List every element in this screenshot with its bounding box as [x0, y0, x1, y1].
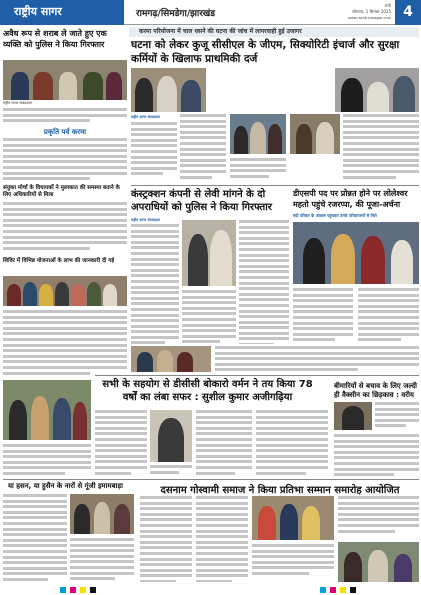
mid-caption: मंदी परिवार के आवास पहुंचकर उनके परिवारजनों से मिले — [293, 213, 377, 218]
city-name: रांची — [384, 3, 391, 8]
left-article-text-2 — [3, 138, 127, 182]
rule-horizontal-3 — [3, 479, 419, 480]
article-text-col-3 — [230, 158, 286, 182]
bottom-photo-mid — [252, 496, 334, 540]
right-photo-large — [293, 222, 419, 284]
main-headline: घटना को लेकर कुजू सीसीएल के जीएम, सिक्योरिटी इंचार्ज और सुरक्षा कर्मियों के खिलाफ प्राथमिकी दर्ज — [131, 39, 400, 65]
bottom-text-col-4 — [196, 496, 248, 582]
left-subhead: प्रकृति पर्व करमा — [43, 128, 87, 136]
page-number: 4 — [395, 0, 421, 25]
issue-date: सोमवार, 1 सितंबर 2025 — [352, 9, 391, 14]
byline-2: राष्ट्रीय सागर संवाददाता — [131, 218, 161, 222]
rule-horizontal-1 — [131, 185, 419, 186]
right-small-photo — [334, 402, 372, 430]
mid-lower-photo — [131, 346, 211, 372]
center-text-col-3 — [196, 410, 252, 478]
bottom-text-col-2 — [70, 538, 134, 582]
mid-text-col-1 — [131, 224, 179, 344]
photo-right-top — [290, 114, 340, 154]
article-text-col-1 — [131, 122, 177, 182]
right-text-col-3 — [375, 402, 419, 430]
right-text-col-4 — [334, 434, 419, 478]
article-text-col-4 — [343, 114, 419, 182]
article-text-col-2 — [180, 114, 226, 182]
footer-color-strip — [0, 585, 421, 595]
left-second-headline: संयुक्त मोर्चा के विधायकों ने मुलाकात की समस्या बताने के लिए अधिकारियों से मिला — [3, 185, 120, 198]
bottom-photo-right — [338, 542, 419, 582]
bottom-text-col-6 — [338, 496, 419, 538]
center-text-col-4 — [256, 410, 328, 478]
date-block — [352, 3, 391, 15]
left-caption: राष्ट्रीय सागर संवाददाता — [3, 101, 32, 105]
left-article-text-3 — [3, 202, 127, 254]
left-headline: अवैध रूप से शराब ले जाते हुए एक व्यक्ति को पुलिस ने किया गिरफ्तार — [3, 29, 107, 49]
left-third-headline: शिविर में विभिन्न योजनाओं के लाभ की जानकारी दी गई — [3, 258, 115, 264]
bottom-text-col-1 — [3, 494, 67, 582]
left-photo-2 — [3, 276, 127, 306]
masthead-section-bar — [124, 0, 395, 25]
right-headline: बीमारियों से बचाव के लिए जल्दी ही वैक्सीन का छिड़काव : वरीय — [334, 382, 417, 399]
rule-horizontal-2 — [95, 375, 419, 376]
masthead-brand — [0, 0, 124, 25]
mid-headline-left — [131, 188, 289, 214]
left-article-text-1 — [3, 108, 127, 126]
mid-headline-left-text: कंस्ट्रक्शन कंपनी से लेवी मांगने के दो अपराधियों को पुलिस ने किया गिरफ्तार — [131, 189, 272, 213]
main-photo-right — [335, 68, 419, 112]
bottom-text-col-5 — [252, 544, 334, 582]
left-photo — [3, 60, 127, 100]
byline-1: राष्ट्रीय सागर संवाददाता — [131, 115, 161, 119]
bottom-photo-left — [70, 494, 134, 534]
strap-headline: करमा परियोजना में चाल धसने की घटना की जांच में लापरवाही हुई उजागर — [129, 27, 419, 37]
big-headline: सभी के सहयोग से डीसीसी बोकारो वर्मन ने तय किया 78 वर्षों का लंबा सफर : सुशील कुमार अजीगढ़िया — [102, 379, 313, 403]
center-text-col-1 — [95, 410, 147, 478]
bottom-text-col-3 — [140, 496, 192, 582]
mid-headline-right: डीएसपी पद पर प्रोन्नत होने पर लोलेश्वर महतो पहुंचे रजरप्पा, की पूजा-अर्चना — [293, 189, 408, 209]
photo-mid-top — [230, 114, 286, 154]
section-name: रामगढ़/सिमडेगा/झारखंड — [136, 9, 216, 19]
masthead-title: राष्ट्रीय सागर — [14, 5, 62, 18]
mid-lower-text — [215, 346, 419, 372]
mid-photo — [182, 220, 236, 286]
right-text-col-1 — [293, 288, 353, 344]
bottom-headline: दसनाम गोस्वामी समाज ने किया प्रतिभा सम्मान समारोह आयोजित — [160, 485, 400, 496]
center-portrait — [150, 410, 192, 462]
center-text-col-2 — [150, 465, 192, 478]
left-article-text-5 — [3, 444, 91, 478]
left-article-text-4 — [3, 310, 127, 376]
bottom-left-headline: या हसन, या हुसैन के नारों से गूंजी इमामबाड़ा — [8, 482, 123, 490]
main-photo-left — [131, 68, 206, 112]
right-text-col-2 — [358, 288, 419, 344]
masthead — [0, 0, 421, 25]
mid-text-col-2 — [182, 290, 236, 344]
mid-text-col-3 — [239, 220, 289, 344]
left-photo-3 — [3, 380, 91, 440]
website: www.rashtriyasagar.com — [347, 16, 391, 20]
